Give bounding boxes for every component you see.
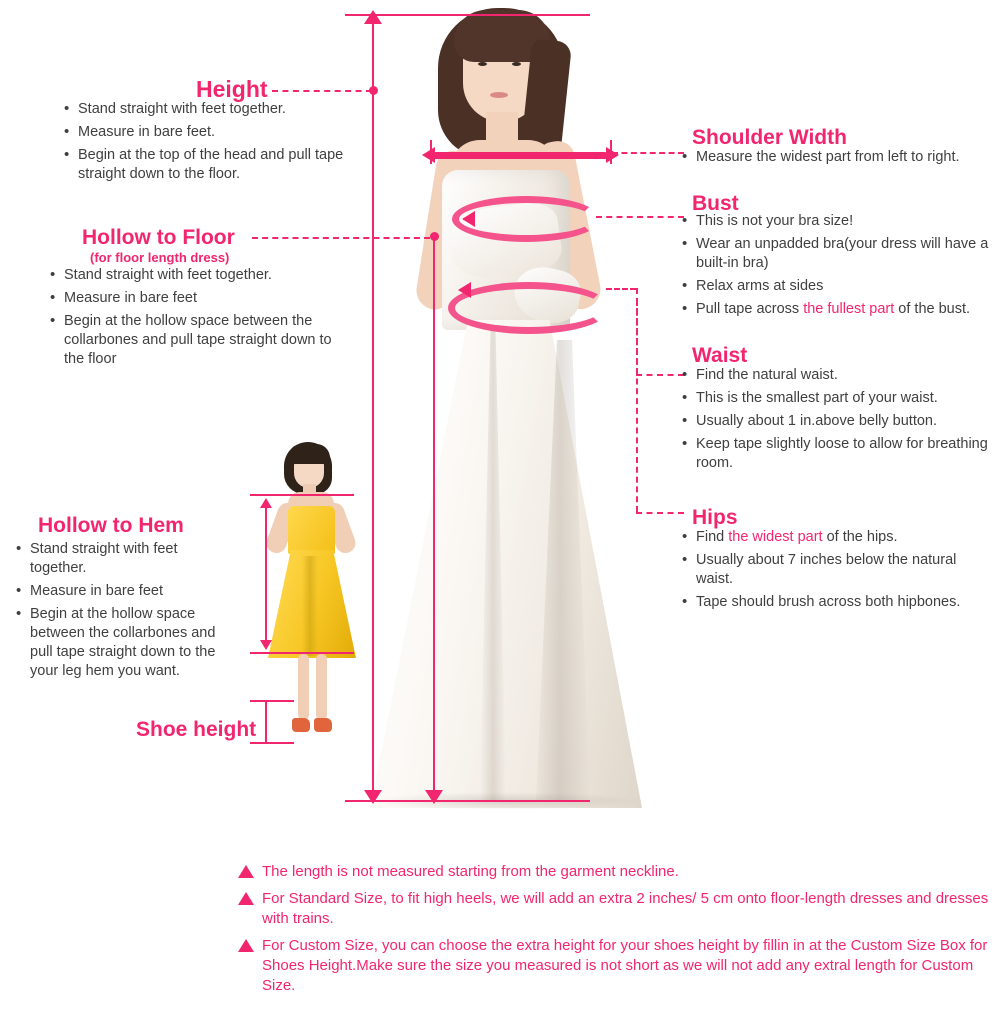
hollow-point-dot [430,232,439,241]
hollow-to-floor-bullets [48,266,348,373]
note-text: The length is not measured starting from the garment neckline. [262,863,679,880]
bust-arrow-left [462,211,475,227]
hair-front [288,444,330,464]
height-label-connector [272,90,372,92]
shoe-height-label: Shoe height [136,718,257,741]
bust-highlight-after: of the bust. [894,301,971,317]
hem-bottom-tick [250,652,354,654]
shoe-height-bottom-tick [250,742,294,744]
list-item: • Begin at the hollow space between the collarbones and pull tape straight down to the floor [48,312,348,369]
warning-triangle-icon [238,892,254,905]
list-item: • Begin at the hollow space between the collarbones and pull tape straight down to the your leg hem you want. [14,605,236,681]
waist-label: Waist [692,344,748,367]
list-item [680,300,1000,319]
list-item: • Usually about 7 inches below the natural waist. [680,551,990,589]
hem-arrow-down [260,640,272,650]
list-item: • Tape should brush across both hipbones. [680,593,990,612]
note-item [236,936,996,996]
bust-label-connector [596,216,684,218]
warning-triangle-icon [238,865,254,878]
hollow-to-floor-sublabel: (for floor length dress) [90,250,230,265]
hollow-to-floor-label: Hollow to Floor [82,226,235,249]
list-item: • Stand straight with feet together. [62,100,362,119]
short-dress-illustration [258,440,368,760]
shoe-height-line [265,700,267,744]
waist-label-connector [636,374,684,376]
list-item: • Wear an unpadded bra(your dress will have a built-in bra) [680,235,1000,273]
hollow-to-hem-label: Hollow to Hem [38,514,184,537]
list-item: • Stand straight with feet together. [48,266,348,285]
eye-right [512,62,521,66]
list-item: • This is not your bra size! [680,212,1000,231]
bride-illustration [330,0,670,810]
list-item: • Measure the widest part from left to right. [680,148,1000,167]
leg-right [316,654,327,720]
hollow-to-hem-bullets [14,540,236,685]
shoe-height-top-tick [250,700,294,702]
bust-highlight-before: Pull tape across [696,301,804,317]
bust-highlight-text: the fullest part [803,301,895,317]
height-label: Height [196,76,268,102]
hips-highlight-after: of the hips. [822,529,898,545]
shoe-left [292,718,310,732]
hips-bullets [680,528,990,616]
hem-arrow-up [260,498,272,508]
height-bullets [62,100,362,188]
list-item: • Measure in bare feet [48,289,348,308]
hollow-to-hem-line [265,502,267,644]
shoulder-left-tick [430,140,432,164]
shoulder-label-connector [612,152,684,154]
list-item: • Measure in bare feet [14,582,236,601]
list-item: • Begin at the top of the head and pull tape straight down to the floor. [62,146,362,184]
shoulder-arrow-right [606,147,619,163]
note-item [236,889,996,929]
leg-left [298,654,309,720]
list-item: • This is the smallest part of your waist. [680,389,990,408]
shoulder-arrow-left [422,147,435,163]
bust-bullets [680,212,1000,323]
list-item: • Keep tape slightly loose to allow for breathing room. [680,435,990,473]
list-item: • Stand straight with feet together. [14,540,236,578]
skirt-fold [302,556,318,656]
height-arrow-up [364,10,382,24]
eye-left [478,62,487,66]
height-bottom-tick [345,800,590,802]
mouth [490,92,508,98]
footer-notes [236,862,996,1003]
list-item: • Measure in bare feet. [62,123,362,142]
shoulder-width-label: Shoulder Width [692,126,847,149]
list-item: • Find the natural waist. [680,366,990,385]
waist-bullets [680,366,990,477]
warning-triangle-icon [238,939,254,952]
hips-label-connector [636,512,684,514]
dress-bodice [288,506,335,554]
hollow-to-floor-arrow-down [425,790,443,804]
shoulder-width-bar [432,152,608,159]
dress-skirt [370,320,642,808]
note-text: For Standard Size, to fit high heels, we will add an extra 2 inches/ 5 cm onto floor-length dresses and dresses with trains. [262,890,989,927]
bust-label: Bust [692,192,739,215]
hips-highlight-before: Find [696,529,729,545]
hollow-to-floor-connector [252,237,430,239]
list-item: • Usually about 1 in.above belly button. [680,412,990,431]
waist-connector-h [606,288,636,290]
hips-connector-v [636,300,638,512]
shoe-right [314,718,332,732]
hips-label: Hips [692,506,738,529]
note-text: For Custom Size, you can choose the extra height for your shoes height by fillin in at the Custom Size Box for Shoes Height.Make sure the size you measured is not short as we will not add any extral length for Custom Size. [262,937,988,994]
shoulder-width-bullets [680,148,1000,171]
hollow-to-floor-line [433,240,435,800]
hem-top-tick [250,494,354,496]
waist-tape-band [448,282,610,334]
waist-arrow-left [458,282,471,298]
list-item [680,528,990,547]
list-item: • Relax arms at sides [680,277,1000,296]
height-axis-line [372,22,374,800]
hips-highlight-text: the widest part [728,529,823,545]
note-item [236,862,996,882]
